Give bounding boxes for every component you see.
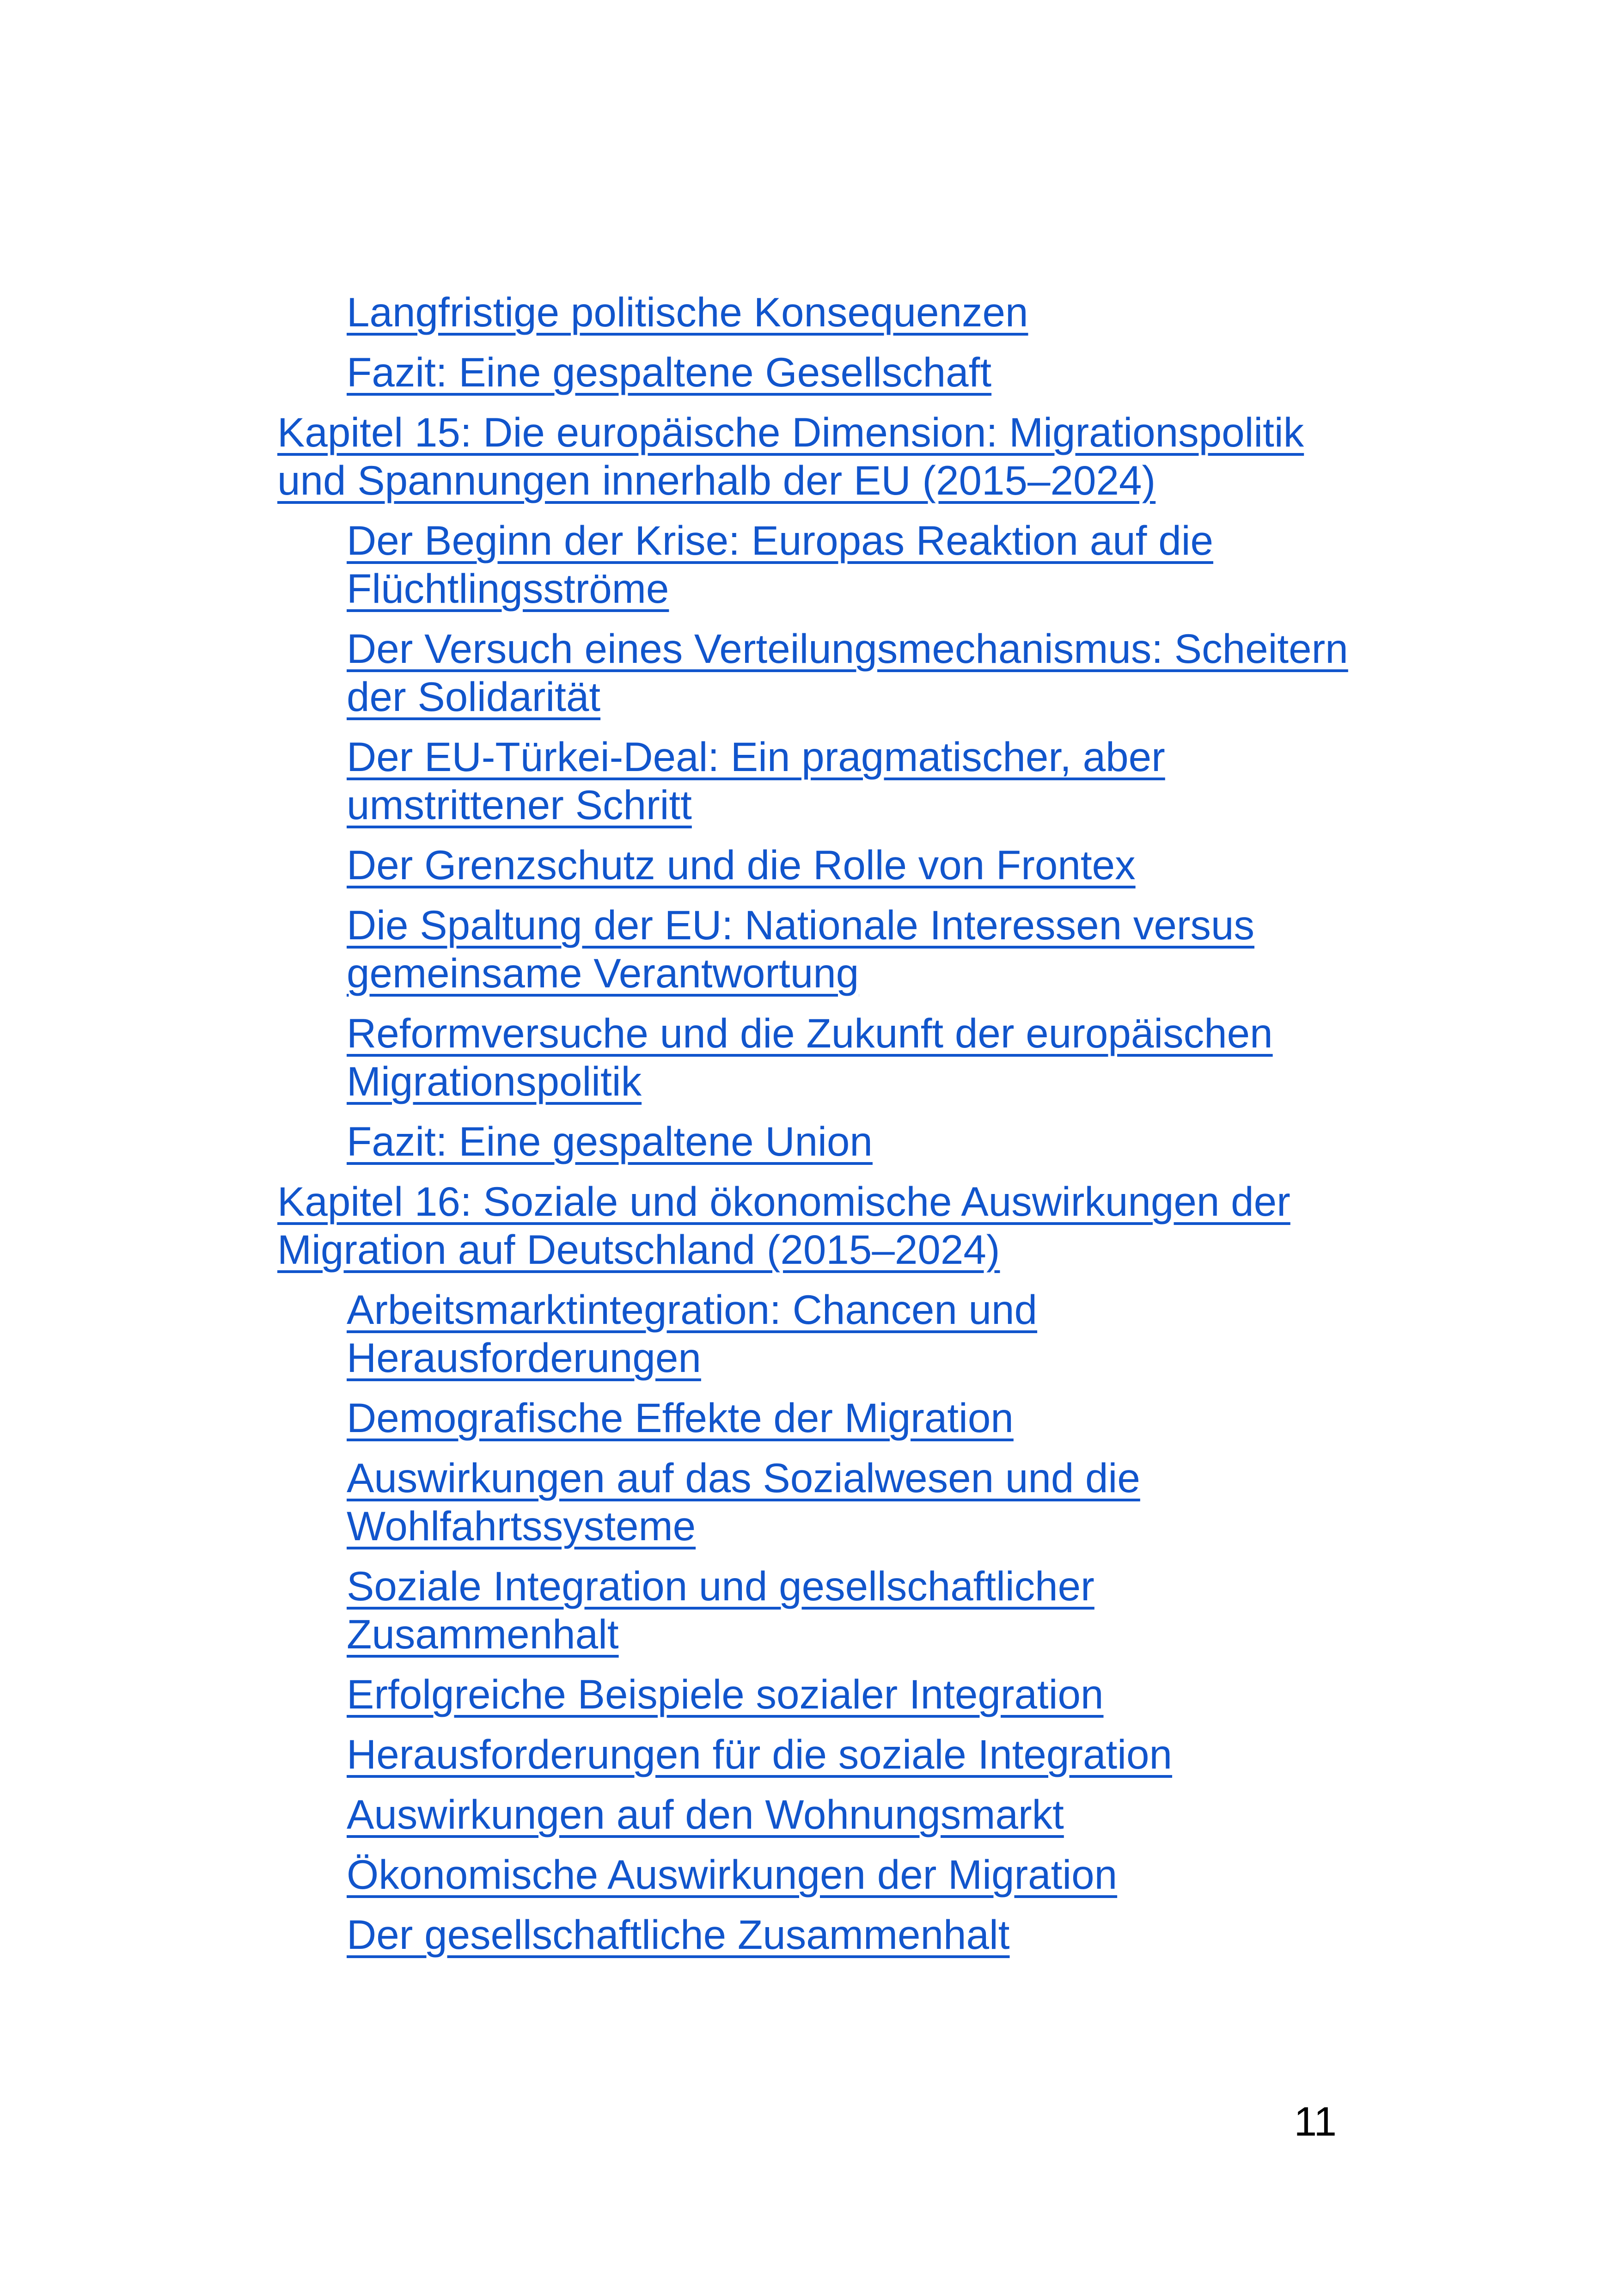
toc-chapter-15[interactable]: Kapitel 15: Die europäische Dimension: Migrationspolitik und Spannungen innerhalb der EU (2015–2024) <box>277 409 1304 503</box>
toc-chapter-16[interactable]: Kapitel 16: Soziale und ökonomische Auswirkungen der Migration auf Deutschland (2015–2024) <box>277 1178 1290 1273</box>
page-number: 11 <box>1294 2098 1337 2144</box>
toc-entry-fazit-gespaltene-gesellschaft[interactable]: Fazit: Eine gespaltene Gesellschaft <box>347 349 992 395</box>
table-of-contents <box>277 288 1368 1959</box>
toc-entry-verteilungsmechanismus[interactable]: Der Versuch eines Verteilungsmechanismus: Scheitern der Solidarität <box>347 625 1348 720</box>
toc-entry-reformversuche[interactable]: Reformversuche und die Zukunft der europäischen Migrationspolitik <box>347 1010 1273 1104</box>
toc-entry-sozialwesen-wohlfahrtssysteme[interactable]: Auswirkungen auf das Sozialwesen und die Wohlfahrtssysteme <box>347 1455 1140 1549</box>
toc-entry-wohnungsmarkt[interactable]: Auswirkungen auf den Wohnungsmarkt <box>347 1791 1064 1837</box>
toc-entry-eu-tuerkei-deal[interactable]: Der EU-Türkei-Deal: Ein pragmatischer, aber umstrittener Schritt <box>347 734 1165 828</box>
toc-entry-oekonomische-auswirkungen[interactable]: Ökonomische Auswirkungen der Migration <box>347 1851 1118 1898</box>
toc-entry-beginn-der-krise[interactable]: Der Beginn der Krise: Europas Reaktion auf die Flüchtlingsströme <box>347 517 1213 612</box>
toc-entry-spaltung-der-eu[interactable]: Die Spaltung der EU: Nationale Interessen versus gemeinsame Verantwortung <box>347 902 1254 996</box>
toc-entry-herausforderungen-soziale-integration[interactable]: Herausforderungen für die soziale Integration <box>347 1731 1173 1777</box>
toc-entry-fazit-gespaltene-union[interactable]: Fazit: Eine gespaltene Union <box>347 1118 873 1164</box>
toc-entry-arbeitsmarktintegration[interactable]: Arbeitsmarktintegration: Chancen und Herausforderungen <box>347 1286 1038 1381</box>
toc-entry-demografische-effekte[interactable]: Demografische Effekte der Migration <box>347 1395 1014 1441</box>
toc-entry-soziale-integration-zusammenhalt[interactable]: Soziale Integration und gesellschaftlicher Zusammenhalt <box>347 1563 1094 1657</box>
toc-entry-langfristige-politische-konsequenzen[interactable]: Langfristige politische Konsequenzen <box>347 289 1028 335</box>
toc-entry-grenzschutz-frontex[interactable]: Der Grenzschutz und die Rolle von Frontex <box>347 842 1136 888</box>
toc-entry-gesellschaftlicher-zusammenhalt[interactable]: Der gesellschaftliche Zusammenhalt <box>347 1911 1010 1958</box>
toc-entry-erfolgreiche-beispiele[interactable]: Erfolgreiche Beispiele sozialer Integration <box>347 1671 1104 1717</box>
